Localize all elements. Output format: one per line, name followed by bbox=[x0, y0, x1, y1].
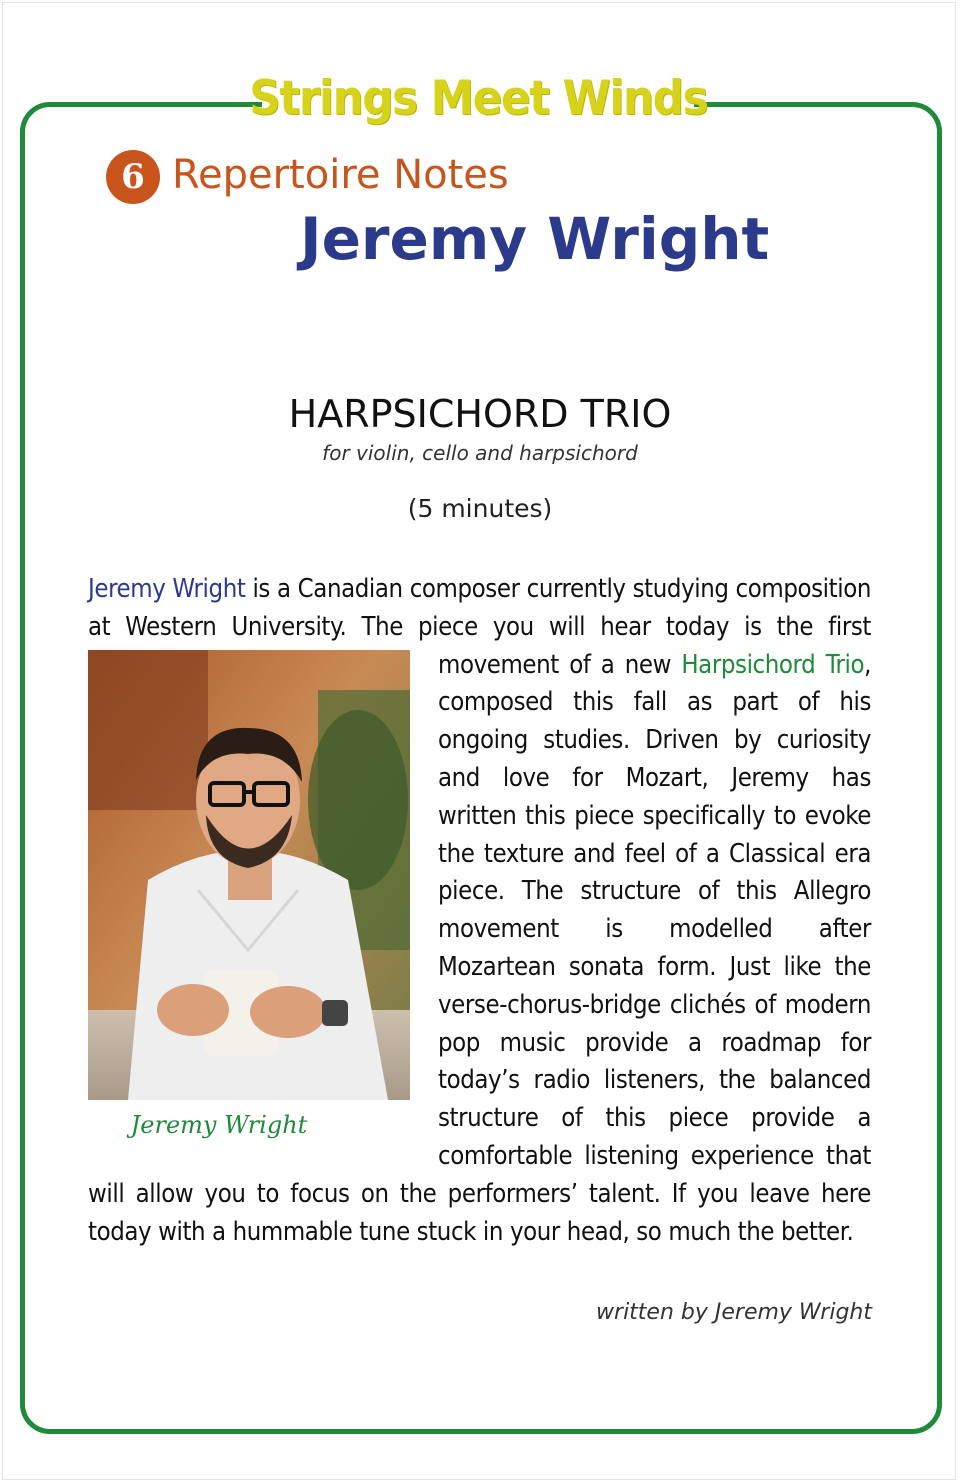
composer-heading: Jeremy Wright bbox=[300, 205, 770, 273]
piece-name-link: Harpsichord Trio bbox=[681, 649, 865, 680]
article-text-part-2: , composed this fall as part of his ongoing studies. Driven by curiosity and love for Mozart, Jeremy has written this piece specifically to evoke the texture and feel of a Classical era piece. The structure of this Allegro movement is modelled after Mozartean sonata form. Just like the verse-chorus-bridge clichés of modern pop music provide a roadmap for today’s radio listeners, the balanced structure of this piece provide a comfortable listening experience that will allow you to focus on the performers’ talent. If you leave here today with a hummable tune stuck in your head, so much the better. bbox=[88, 649, 871, 1247]
section-label: Repertoire Notes bbox=[172, 152, 509, 198]
masthead-title: Strings Meet Winds bbox=[249, 70, 707, 126]
composer-photo bbox=[88, 650, 410, 1100]
article-body bbox=[88, 571, 871, 1251]
photo-caption: Jeremy Wright bbox=[130, 1111, 308, 1139]
piece-instrumentation: for violin, cello and harpsichord bbox=[322, 441, 638, 465]
masthead bbox=[249, 68, 707, 128]
section-number-badge: 6 bbox=[106, 150, 160, 204]
article-text-part-1: is a Canadian composer currently studying composition at Western University. The piece you will hear today is the first movement of a new bbox=[88, 574, 871, 680]
photo-block bbox=[88, 650, 424, 1145]
composer-name-link: Jeremy Wright bbox=[88, 574, 246, 604]
byline: written by Jeremy Wright bbox=[596, 1300, 872, 1325]
piece-duration: (5 minutes) bbox=[407, 494, 553, 523]
piece-title: HARPSICHORD TRIO bbox=[288, 392, 672, 436]
